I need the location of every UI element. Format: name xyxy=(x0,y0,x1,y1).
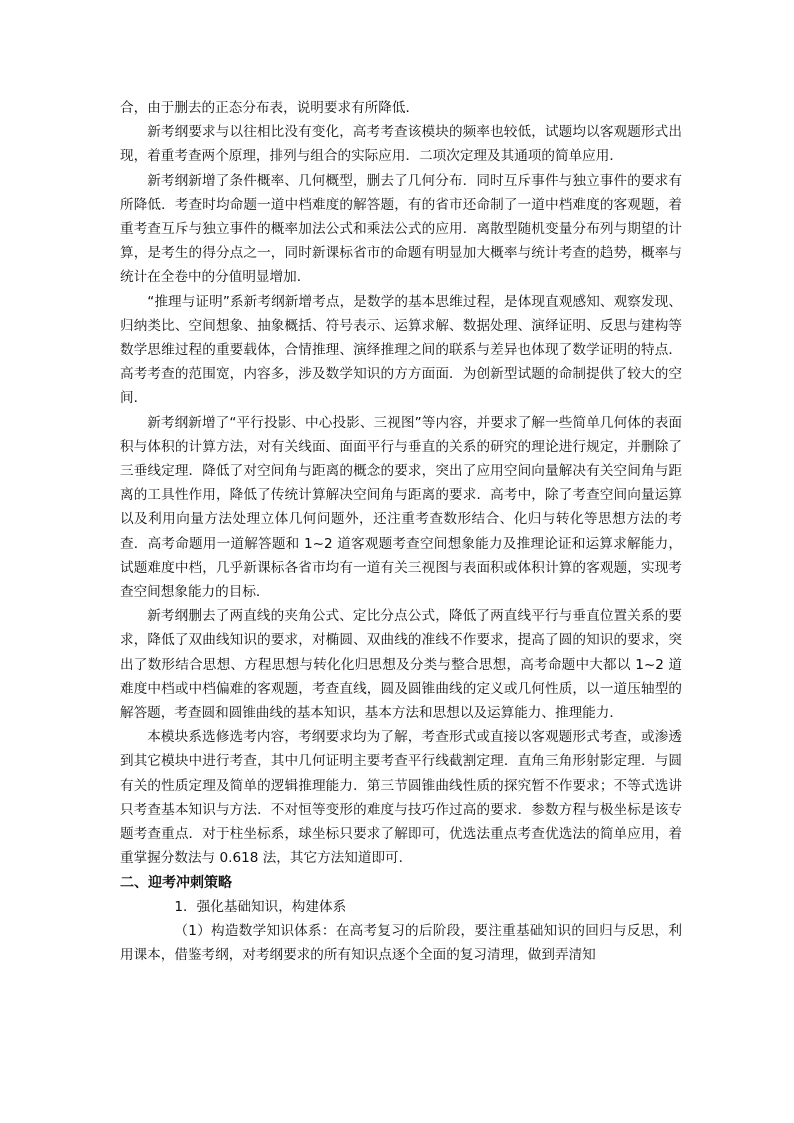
section-heading: 二、迎考冲刺策略 xyxy=(120,874,232,891)
subsection-heading: 1．强化基础知识，构建体系 xyxy=(174,898,347,915)
paragraph-elective-modules: 本模块系选修选考内容，考纲要求均为了解，考查形式或直接以客观题形式考查，或渗透到其它模块中进行考查，其中几何证明主要考查平行线截割定理．直角三角形射影定理．与圆有关的性质定理及简单的逻辑推理能力．第三节圆锥曲线性质的探究暂不作要求；不等式选讲只考查基本知识与方法．不对恒等变形的难度与技巧作过高的要求．参数方程与极坐标是该专题考查重点．对于柱坐标系，球坐标只要求了解即可，优选法重点考查优选法的简单应用，着重掌握分数法与 0.618 法，其它方法知道即可． xyxy=(120,729,682,867)
paragraph-reasoning-proof: “推理与证明”系新考纲新增考点，是数学的基本思维过程，是体现直观感知、观察发现、归纳类比、空间想象、抽象概括、符号表示、运算求解、数据处理、演绎证明、反思与建构等数学思维过程的重要载体，合情推理、演绎推理之间的联系与差异也体现了数学证明的特点．高考考查的范围宽，内容多，涉及数学知识的方方面面．为创新型试题的命制提供了较大的空间． xyxy=(120,293,682,407)
paragraph-probability: 新考纲新增了条件概率、几何概型，删去了几何分布．同时互斥事件与独立事件的要求有所降低．考查时均命题一道中档难度的解答题，有的省市还命制了一道中档难度的客观题，着重考查互斥与独立事件的概率加法公式和乘法公式的应用．离散型随机变量分布列与期望的计算，是考生的得分点之一，同时新课标省市的命题有明显加大概率与统计考查的趋势，概率与统计在全卷中的分值明显增加． xyxy=(120,172,682,286)
paragraph-analytic-geometry: 新考纲删去了两直线的夹角公式、定比分点公式，降低了两直线平行与垂直位置关系的要求，降低了双曲线知识的要求，对椭圆、双曲线的准线不作要求，提高了圆的知识的要求，突出了数形结合思想、方程思想与转化化归思想及分类与整合思想，高考命题中大都以 1~2 道难度中档或中档偏难的客观题，考查直线，圆及圆锥曲线的定义或几何性质，以一道压轴型的解答题，考查圆和圆锥曲线的基本知识，基本方法和思想以及运算能力、推理能力． xyxy=(120,608,682,722)
paragraph-normal-distribution: 合，由于删去的正态分布表，说明要求有所降低． xyxy=(120,100,420,116)
paragraph-solid-geometry: 新考纲新增了“平行投影、中心投影、三视图”等内容，并要求了解一些简单几何体的表面积与体积的计算方法，对有关线面、面面平行与垂直的关系的研究的理论进行规定，并删除了三垂线定理．降低了对空间角与距离的概念的要求，突出了应用空间向量解决有关空间角与距离的工具性作用，降低了传统计算解决空间角与距离的要求．高考中，除了考查空间向量运算以及利用向量方法处理立体几何问题外，还注重考查数形结合、化归与转化等思想方法的考查．高考命题用一道解答题和 1~2 道客观题考查空间想象能力及推理论证和运算求解能力，试题难度中档，几乎新课标各省市均有一道有关三视图与表面积或体积计算的客观题，实现考查空间想象能力的目标． xyxy=(120,414,682,601)
paragraph-knowledge-system: （1）构造数学知识体系：在高考复习的后阶段，要注重基础知识的回归与反思，利用课本，借鉴考纲，对考纲要求的所有知识点逐个全面的复习清理，做到弄清知 xyxy=(120,922,682,964)
document-body xyxy=(120,96,682,967)
paragraph-counting-principles: 新考纲要求与以往相比没有变化，高考考查该模块的频率也较低，试题均以客观题形式出现，着重考查两个原理，排列与组合的实际应用．二项次定理及其通项的简单应用． xyxy=(120,124,682,165)
